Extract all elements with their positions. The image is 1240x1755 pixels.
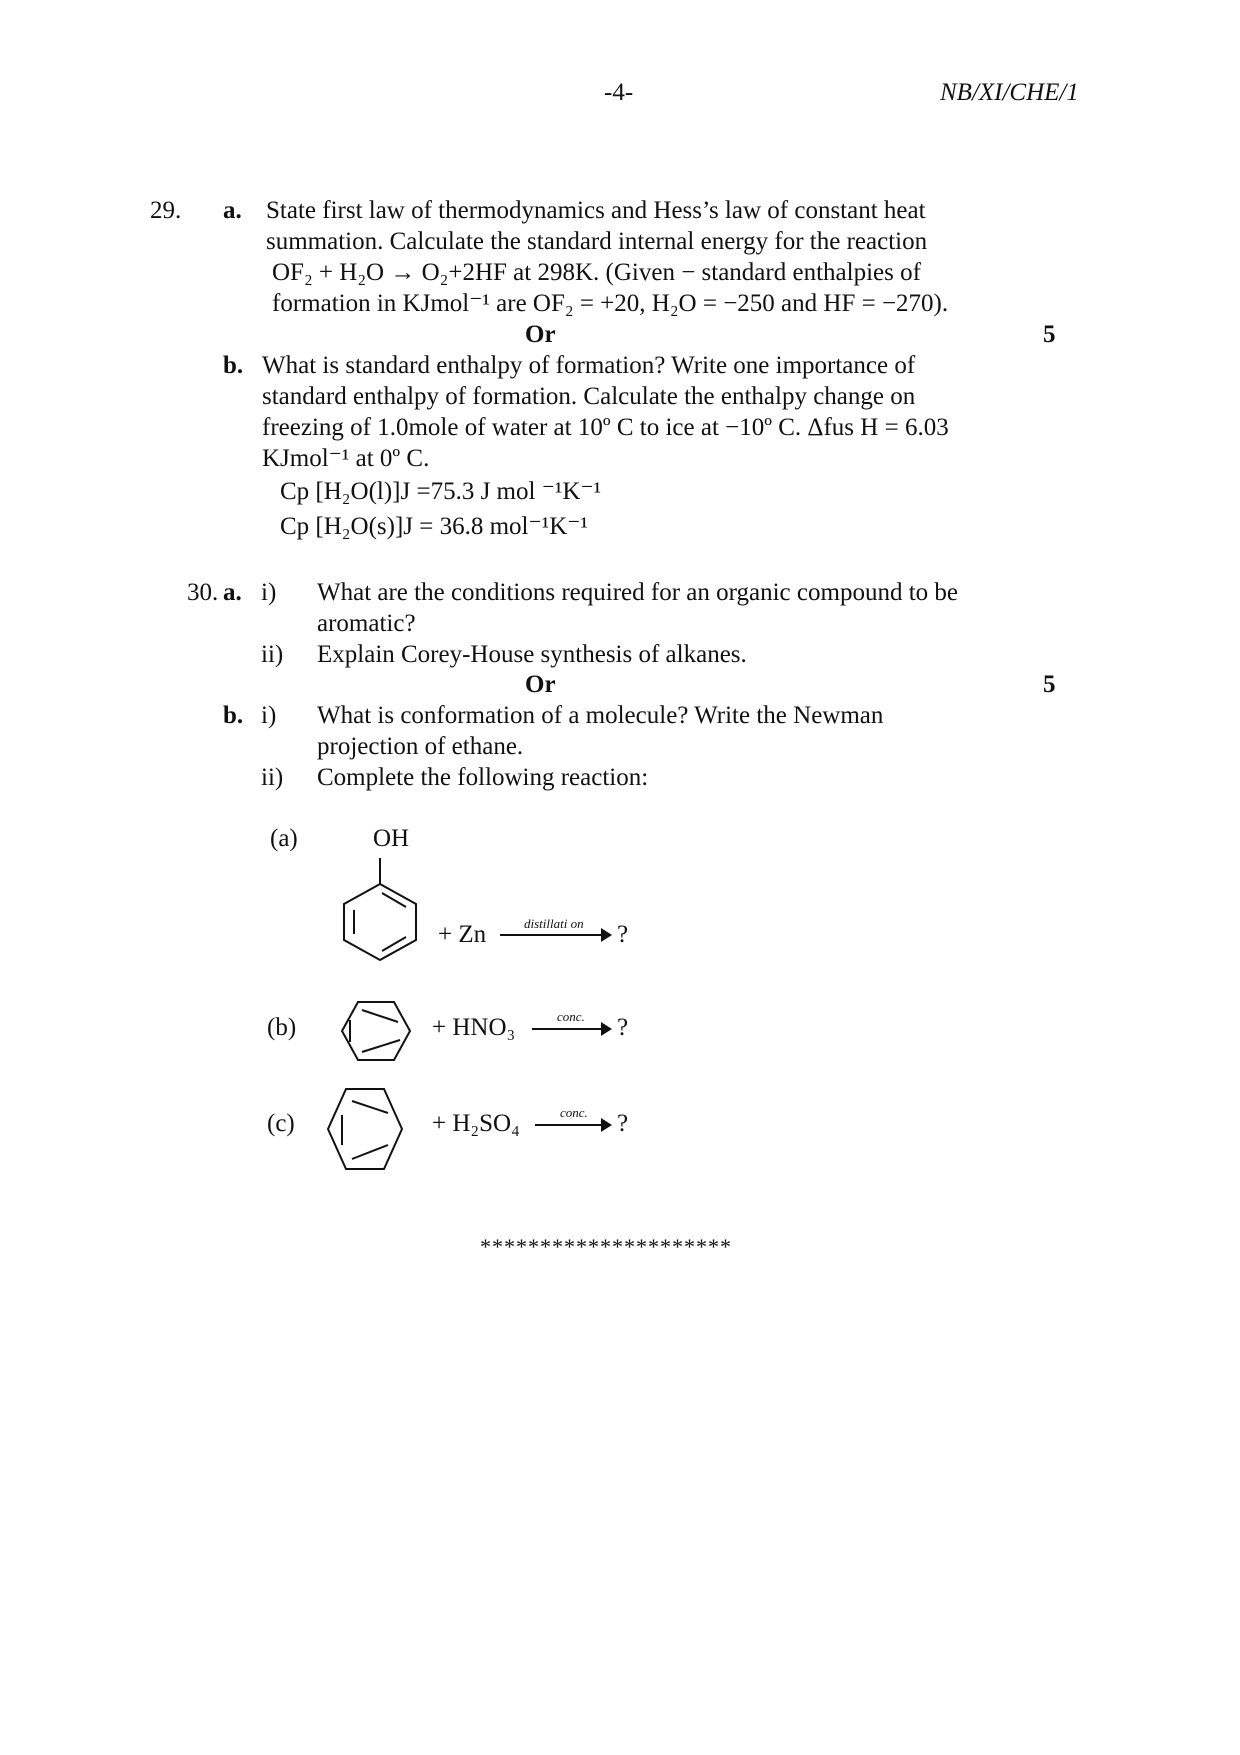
q29-a-reaction: OF₂ + H₂O → O₂+2HF at 298K. (Given − standard enthalpies of [272, 259, 921, 286]
reaction-b-arrow-icon [532, 1028, 610, 1030]
q29-marks: 5 [1043, 321, 1056, 348]
q29-a-label: a. [223, 197, 242, 224]
phenol-ring-icon [340, 858, 420, 960]
reaction-a-label: (a) [270, 825, 298, 852]
q30-a-ii-text: Explain Corey-House synthesis of alkanes. [317, 641, 747, 668]
q30-b-ii-num: ii) [261, 764, 284, 791]
q30-b-ii-text: Complete the following reaction: [317, 764, 649, 791]
q30-a-i-num: i) [261, 579, 277, 606]
q29-b-line-3: freezing of 1.0mole of water at 10º C to ice at −10º C. Δfus H = 6.03 [262, 414, 949, 441]
benzene-ring-icon [326, 1087, 404, 1171]
q30-a-i-line-1: What are the conditions required for an organic compound to be [317, 579, 958, 606]
reaction-c-condition: conc. [560, 1105, 588, 1120]
reaction-c-label: (c) [267, 1110, 295, 1137]
reaction-c-reagent: + H₂SO₄ [432, 1110, 520, 1137]
reaction-b-condition: conc. [557, 1009, 585, 1024]
paper-code: NB/XI/CHE/1 [940, 79, 1079, 106]
reaction-a-reagent: + Zn [438, 921, 487, 948]
q29-cp-liquid: Cp [H₂O(l)]J =75.3 J mol ⁻¹K⁻¹ [280, 478, 602, 505]
reaction-b-reagent: + HNO₃ [432, 1014, 516, 1041]
q29-b-line-2: standard enthalpy of formation. Calculate the enthalpy change on [262, 383, 916, 410]
reaction-a-arrow-icon [500, 934, 610, 936]
question-29-number: 29. [150, 197, 182, 224]
q30-b-i-line-1: What is conformation of a molecule? Write the Newman [317, 702, 884, 729]
reaction-c-product: ? [617, 1110, 629, 1137]
q30-a-i-line-2: aromatic? [317, 610, 416, 637]
q29-or: Or [525, 321, 556, 348]
q29-b-line-1: What is standard enthalpy of formation? Write one importance of [262, 352, 916, 379]
q29-a-line-2: summation. Calculate the standard internal energy for the reaction [266, 228, 928, 255]
q30-a-label: a. [223, 579, 242, 606]
q29-b-label: b. [223, 352, 244, 379]
page-number: -4- [604, 79, 634, 106]
q30-or: Or [525, 671, 556, 698]
reaction-c-arrow-icon [535, 1124, 610, 1126]
reaction-b-label: (b) [267, 1014, 297, 1041]
q30-b-i-line-2: projection of ethane. [317, 733, 524, 760]
q30-marks: 5 [1043, 671, 1056, 698]
reaction-a-condition: distillati on [524, 916, 584, 931]
benzene-ring-icon [340, 1000, 412, 1062]
q29-cp-solid: Cp [H₂O(s)]J = 36.8 mol⁻¹K⁻¹ [280, 513, 588, 540]
q30-a-ii-num: ii) [261, 641, 284, 668]
q29-a-line-1: State first law of thermodynamics and Hess’s law of constant heat [266, 197, 926, 224]
reaction-a-product: ? [617, 921, 629, 948]
reaction-a-substituent: OH [373, 825, 410, 852]
reaction-b-product: ? [617, 1014, 629, 1041]
q30-b-i-num: i) [261, 702, 277, 729]
question-30-number: 30. [187, 579, 219, 606]
end-of-paper-stars: ********************* [480, 1234, 732, 1259]
q29-a-given: formation in KJmol⁻¹ are OF₂ = +20, H₂O = −250 and HF = −270). [272, 290, 949, 317]
q29-b-line-4: KJmol⁻¹ at 0º C. [262, 445, 430, 472]
q30-b-label: b. [223, 702, 244, 729]
